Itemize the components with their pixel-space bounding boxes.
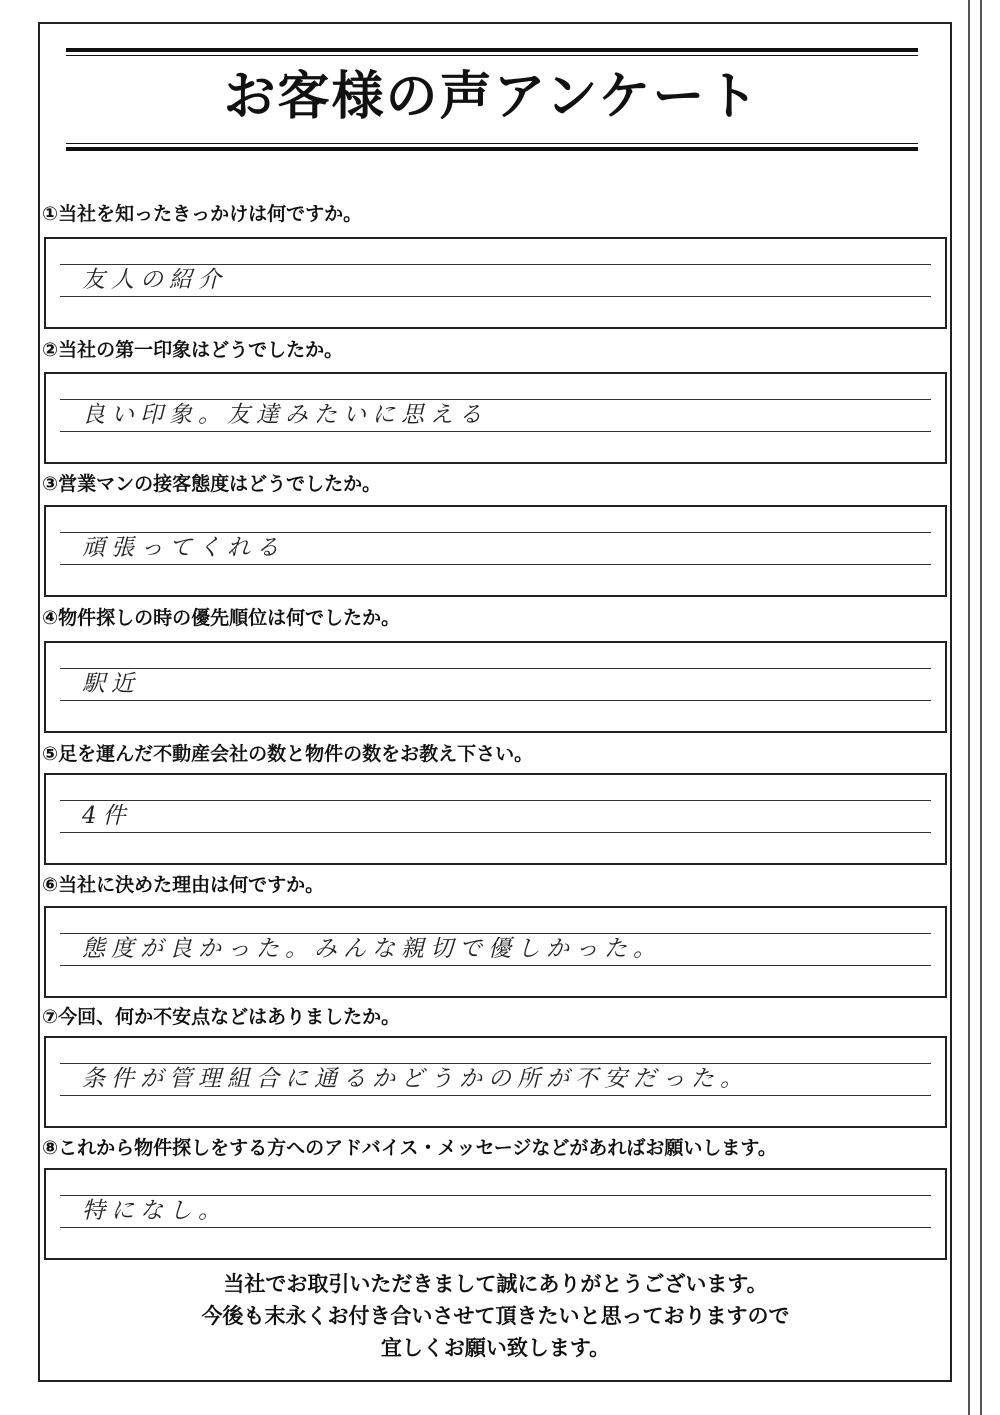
closing-line-2: 今後も末永くお付き合いさせて頂きたいと思っておりますので	[201, 1304, 790, 1328]
answer-7-text: 条件が管理組合に通るかどうかの所が不安だった。	[82, 1066, 749, 1092]
question-1-label: ①当社を知ったきっかけは何ですか。	[42, 203, 363, 225]
question-8-label: ⑧これから物件探しをする方へのアドバイス・メッセージなどがあればお願いします。	[42, 1137, 777, 1159]
closing-line-1: 当社でお取引いただきまして誠にありがとうございます。	[223, 1272, 768, 1296]
answer-box-5	[44, 773, 947, 865]
closing-line-3: 宜しくお願い致します。	[380, 1336, 611, 1360]
answer-8-text: 特になし。	[82, 1198, 227, 1224]
question-2-label: ②当社の第一印象はどうでしたか。	[42, 339, 344, 361]
title-rule-top	[66, 48, 918, 56]
question-4-label: ④物件探しの時の優先順位は何でしたか。	[42, 607, 401, 629]
answer-1-text: 友人の紹介	[82, 267, 227, 293]
answer-3-text: 頑張ってくれる	[82, 535, 285, 561]
page-edge	[968, 0, 982, 1415]
question-6-label: ⑥当社に決めた理由は何ですか。	[42, 874, 325, 896]
answer-box-6	[44, 906, 947, 998]
answer-box-1	[44, 237, 947, 329]
closing-message	[44, 1268, 947, 1364]
answer-box-3	[44, 505, 947, 597]
question-7-label: ⑦今回、何か不安点などはありましたか。	[42, 1006, 401, 1028]
answer-6-text: 態度が良かった。みんな親切で優しかった。	[82, 936, 662, 962]
answer-4-text: 駅近	[82, 671, 140, 697]
question-3-label: ③営業マンの接客態度はどうでしたか。	[42, 473, 382, 495]
answer-5-text: 4件	[82, 803, 132, 829]
answer-box-4	[44, 641, 947, 733]
question-5-label: ⑤足を運んだ不動産会社の数と物件の数をお教え下さい。	[42, 743, 534, 765]
page-title: お客様の声アンケート	[223, 67, 761, 127]
answer-box-8	[44, 1168, 947, 1260]
answer-box-2	[44, 372, 947, 464]
answer-2-text: 良い印象。友達みたいに思える	[82, 402, 488, 428]
answer-box-7	[44, 1036, 947, 1128]
title-rule-bottom	[66, 143, 918, 151]
